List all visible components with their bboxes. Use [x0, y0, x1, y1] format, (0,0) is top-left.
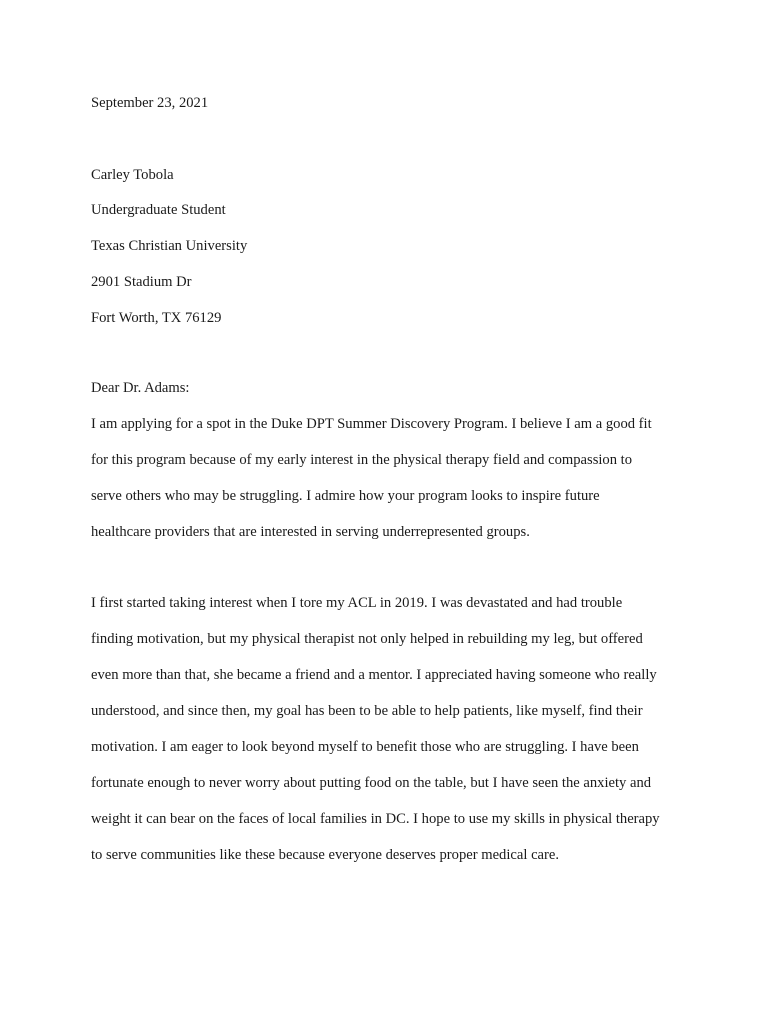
sender-title: Undergraduate Student	[91, 202, 226, 218]
paragraph-line: finding motivation, but my physical therapist not only helped in rebuilding my leg, but offered	[91, 631, 643, 647]
sender-name: Carley Tobola	[91, 167, 174, 183]
paragraph-line: fortunate enough to never worry about putting food on the table, but I have seen the anxiety and	[91, 775, 652, 791]
paragraph-line: weight it can bear on the faces of local families in DC. I hope to use my skills in physical therapy	[91, 811, 660, 827]
sender-city-state-zip: Fort Worth, TX 76129	[91, 310, 222, 326]
paragraph-line: for this program because of my early interest in the physical therapy field and compassion to	[91, 452, 633, 468]
sender-street: 2901 Stadium Dr	[91, 274, 192, 290]
paragraph-line: motivation. I am eager to look beyond myself to benefit those who are struggling. I have been	[91, 739, 639, 755]
paragraph-line: I first started taking interest when I tore my ACL in 2019. I was devastated and had trouble	[91, 595, 623, 611]
salutation: Dear Dr. Adams:	[91, 380, 190, 396]
letter-date: September 23, 2021	[91, 95, 209, 111]
paragraph-line: I am applying for a spot in the Duke DPT Summer Discovery Program. I believe I am a good fit	[91, 416, 652, 432]
paragraph-line: even more than that, she became a friend and a mentor. I appreciated having someone who really	[91, 667, 657, 683]
paragraph-line: healthcare providers that are interested in serving underrepresented groups.	[91, 524, 530, 540]
sender-organization: Texas Christian University	[91, 238, 248, 254]
paragraph-line: serve others who may be struggling. I admire how your program looks to inspire future	[91, 488, 600, 504]
paragraph-line: to serve communities like these because everyone deserves proper medical care.	[91, 847, 560, 863]
paragraph-line: understood, and since then, my goal has been to be able to help patients, like myself, find their	[91, 703, 643, 719]
